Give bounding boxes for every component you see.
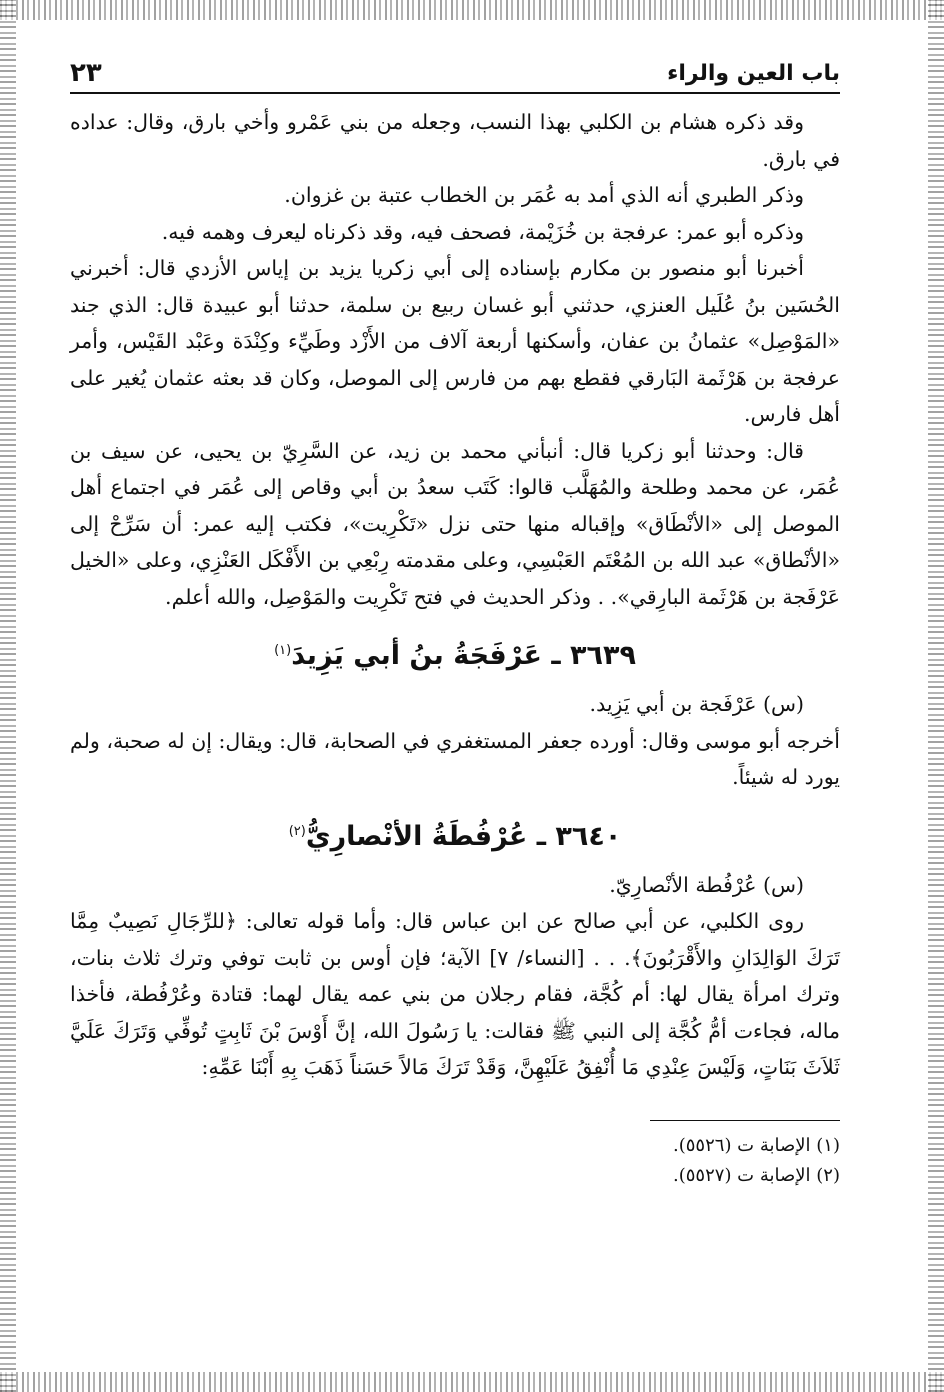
running-title: باب العين والراء xyxy=(667,61,840,86)
paragraph: أخرجه أبو موسى وقال: أورده جعفر المستغفري في الصحابة، قال: ويقال: إن له صحبة، ولم يورد له شيئاً. xyxy=(70,728,840,789)
paragraph: أخبرنا أبو منصور بن مكارم بإسناده إلى أبي زكريا يزيد بن إياس الأزدي قال: أخبرني الحُسَين بنُ عُلَيل العنزي، حدثني أبو غسان ربيع بن سلمة، حدثنا أبو عبيدة قال: الذي جند «المَوْصِل» عثمانُ بن عفان، وأسكنها أربعة آلاف من الأَزْد وطَيِّء وكِنْدَة وعَبْد القَيْس، وأمر عرفجة بن هَرْثَمة البَارقي فقطع بهم من فارس إلى الموصل، وكان قد بعثه عثمان يُغير على أهل فارس. xyxy=(70,256,840,426)
footnote-marker: (٢) xyxy=(288,823,306,839)
footnote: (٢) الإصابة ت (٥٥٢٧). xyxy=(673,1164,840,1186)
footnotes xyxy=(70,1131,840,1191)
paragraph: وذكر الطبري أنه الذي أمد به عُمَر بن الخطاب عتبة بن غزوان. xyxy=(284,183,804,207)
body-text xyxy=(70,104,840,1086)
paragraph: وذكره أبو عمر: عرفجة بن خُزَيْمة، فصحف فيه، وقد ذكرناه ليعرف وهمه فيه. xyxy=(161,219,804,244)
entry-title-text: ٣٦٣٩ ـ عَرْفَجَةُ بنُ أبي يَزِيدَ xyxy=(291,640,636,671)
footnote-divider xyxy=(650,1120,840,1121)
running-header xyxy=(70,48,840,94)
entry-title-3639 xyxy=(70,629,840,678)
entry-title-text: ٣٦٤٠ ـ عُرْفُطَةُ الأنْصارِيُّ xyxy=(305,820,622,852)
decorative-border-left xyxy=(0,0,16,1392)
decorative-border-right xyxy=(928,0,944,1392)
footnote: (١) الإصابة ت (٥٥٢٦). xyxy=(673,1134,840,1156)
entry-title-3640 xyxy=(70,810,840,859)
decorative-border-bottom xyxy=(0,1372,944,1392)
footnote-marker: (١) xyxy=(274,643,292,658)
paragraph: روى الكلبي، عن أبي صالح عن ابن عباس قال: وأما قوله تعالى: ﴿للرِّجَالِ نَصِيبٌ مِمَّا تَرَكَ الوَالِدَانِ والأَقْرَبُونَ﴾. . . [النساء/ ٧] الآية؛ فإن أوس بن ثابت توفي وترك ثلاث بنات، وترك امرأة يقال لها: أم كُجَّة، فقام رجلان من بني عمه يقال لهما: قتادة وعُرْفُطة، فأخذا ماله، فجاءت أمُّ كُجَّة إلى النبي ﷺ فقالت: يا رَسُولَ الله، إنَّ أَوْسَ بْنَ ثَابِتٍ تُوفِّي وَتَرَكَ عَلَيَّ ثَلاَثَ بَنَاتٍ، وَلَيْسَ عِنْدِي مَا أُنْفِقُ عَلَيْهِنَّ، وَقَدْ تَرَكَ مَالاً حَسَناً ذَهَبَ بِهِ أَبْنَا عَمِّهِ: xyxy=(70,909,840,1079)
paragraph: (س) عُرْفُطة الأنْصارِيّ. xyxy=(609,872,804,897)
page-number: ٢٣ xyxy=(70,58,102,88)
decorative-border-top xyxy=(0,0,944,20)
paragraph: قال: وحدثنا أبو زكريا قال: أنبأني محمد بن زيد، عن السَّرِيّ بن يحيى، عن سيف بن عُمَر، عن محمد وطلحة والمُهَلَّب قالوا: كَتَب سعدُ بن أبي وقاص إلى عُمَر في اجتماع أهل الموصل إلى «الأنْطَاق» وإقباله منها حتى نزل «تَكْرِيت»، فكتب إليه عمر: أن سَرِّحْ إلى «الأنْطاق» عبد الله بن المُعْتَم العَبْسِي، وعلى مقدمته رِبْعِي بن الأَفْكَل العَنْزِي، وعلى «الخيل عَرْفَجة بن هَرْثَمة البارِقي». . وذكر الحديث في فتح تَكْرِيت والمَوْصِل، والله أعلم. xyxy=(70,438,840,609)
paragraph: وقد ذكره هشام بن الكلبي بهذا النسب، وجعله من بني عَمْرو وأخي بارق، وقال: عداده في بارق. xyxy=(70,110,840,171)
book-page xyxy=(70,48,840,1348)
paragraph: (س) عَرْفَجة بن أبي يَزِيد. xyxy=(589,692,804,716)
